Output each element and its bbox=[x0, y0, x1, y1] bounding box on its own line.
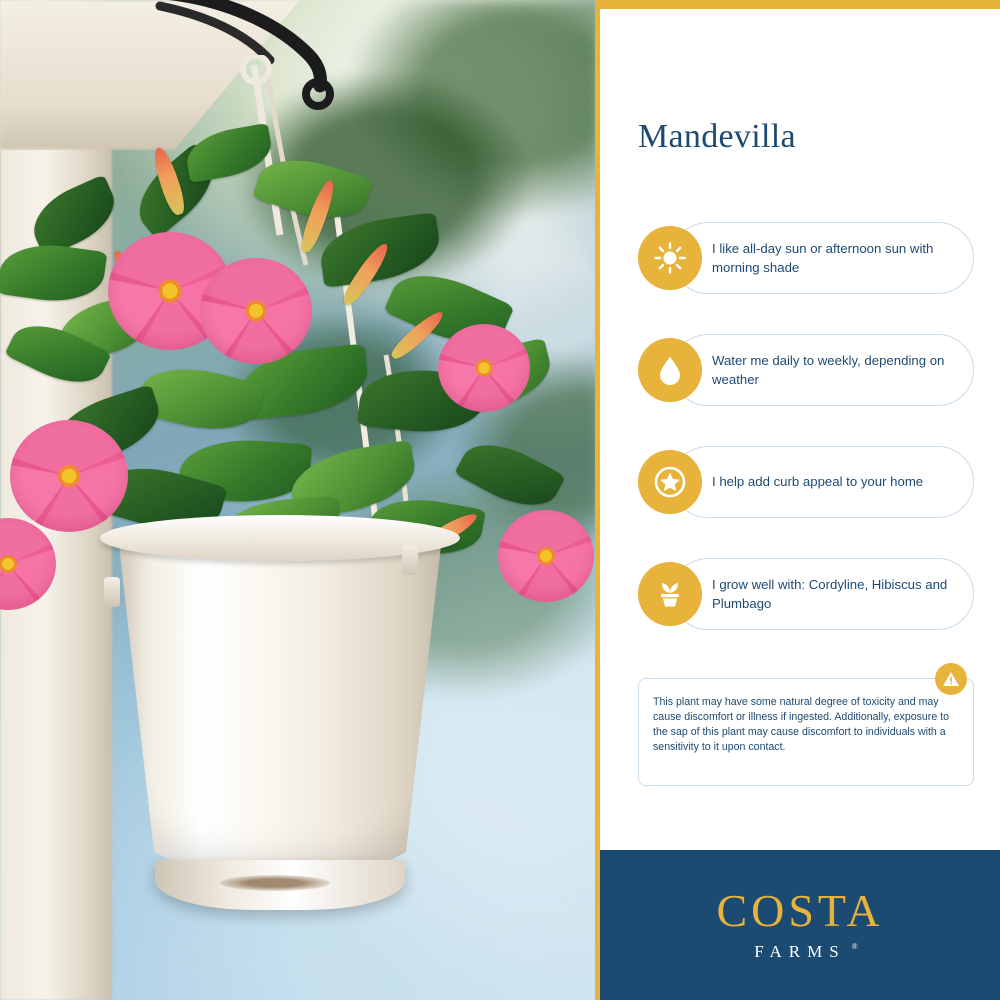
mandevilla-bloom bbox=[200, 258, 312, 364]
warning-triangle-icon bbox=[935, 663, 967, 695]
water-drop-icon bbox=[638, 338, 702, 402]
brand-trademark: ® bbox=[851, 942, 858, 951]
mandevilla-bloom bbox=[0, 518, 56, 610]
toxicity-warning-box bbox=[638, 678, 974, 786]
care-item-curb-appeal bbox=[638, 446, 974, 518]
care-item-label: I grow well with: Cordyline, Hibiscus and Plumbago bbox=[712, 576, 948, 611]
sun-icon bbox=[638, 226, 702, 290]
brand-name: COSTA bbox=[716, 885, 884, 936]
mandevilla-bloom bbox=[498, 510, 594, 602]
brand-subname bbox=[754, 942, 858, 962]
care-item-companions bbox=[638, 558, 974, 630]
pot-hanger-clip bbox=[104, 577, 120, 607]
brand-subname-text: FARMS bbox=[754, 942, 846, 961]
pot-hanger-clip bbox=[402, 545, 418, 575]
care-item-water bbox=[638, 334, 974, 406]
care-item-sun bbox=[638, 222, 974, 294]
mandevilla-bloom bbox=[438, 324, 530, 412]
plant-foliage bbox=[0, 70, 600, 590]
info-panel bbox=[600, 0, 1000, 1000]
toxicity-warning-text: This plant may have some natural degree of toxicity and may cause discomfort or illness if ingested. Additionally, exposure to the sap of this plant may cause discomfort to individuals with a sensitivity to it upon contact. bbox=[653, 696, 949, 754]
care-item-label: I help add curb appeal to your home bbox=[712, 474, 924, 490]
star-icon bbox=[638, 450, 702, 514]
white-hanging-pot bbox=[100, 515, 460, 915]
pot-body bbox=[118, 537, 442, 877]
pot-soil-spill bbox=[220, 875, 330, 891]
potted-plant-icon bbox=[638, 562, 702, 626]
care-item-label: Water me daily to weekly, depending on weather bbox=[712, 352, 945, 387]
brand-logo bbox=[600, 850, 1000, 1000]
care-instructions-list bbox=[638, 222, 974, 670]
care-item-label: I like all-day sun or afternoon sun with morning shade bbox=[712, 240, 934, 275]
top-gold-bar bbox=[600, 0, 1000, 9]
page-title: Mandevilla bbox=[638, 118, 796, 155]
